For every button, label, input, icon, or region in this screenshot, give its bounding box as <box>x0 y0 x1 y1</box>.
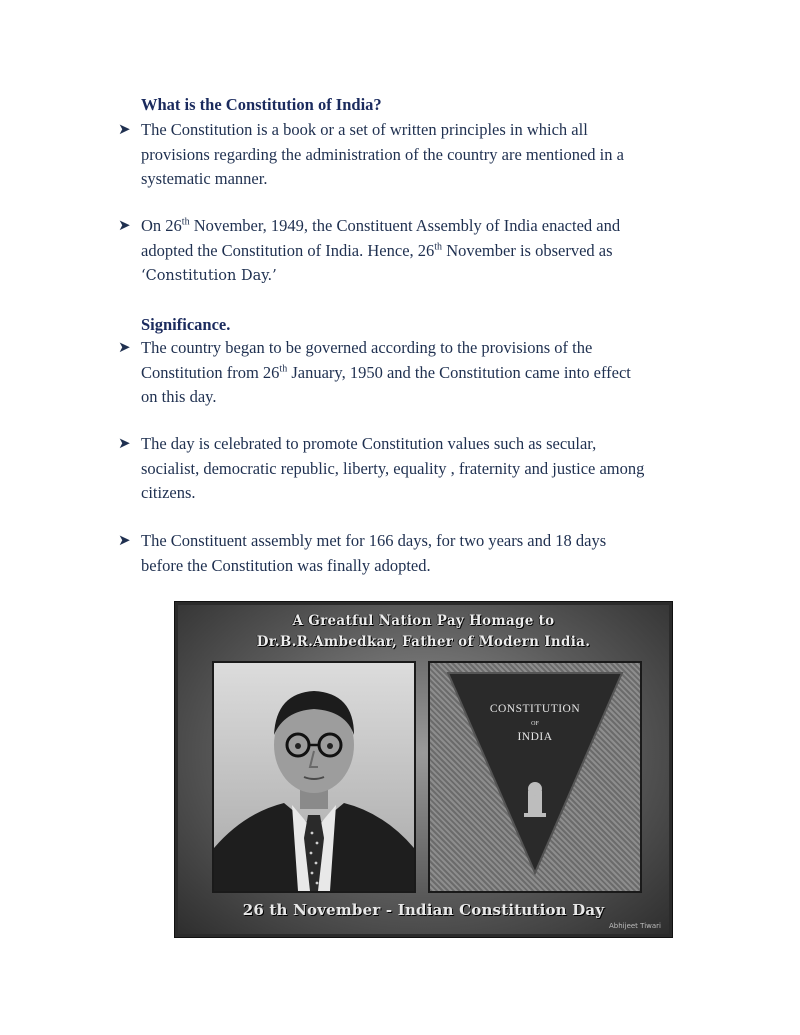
section-heading-significance: Significance. <box>141 315 231 334</box>
arrowhead-bullet-icon: ➤ <box>118 340 131 356</box>
bullet-governed <box>118 336 708 410</box>
poster-title-line2: Dr.B.R.Ambedkar, Father of Modern India. <box>256 634 591 650</box>
bullet-text: On 26th November, 1949, the Constituent Assembly of India enacted and adopted the Constitution of India. Hence, 26th November is observed as ‘Constitution Day.’ <box>141 216 621 284</box>
constitution-book-cover <box>428 661 642 893</box>
bullet-text: The country began to be governed according to the provisions of the Constitution from 26th January, 1950 and the Constitution came into effect on this day. <box>141 338 631 406</box>
poster-footer-caption: 26 th November - Indian Constitution Day <box>242 901 605 919</box>
bullet-constitution-day <box>118 214 708 289</box>
portrait-illustration <box>214 663 414 891</box>
arrowhead-bullet-icon: ➤ <box>118 533 131 549</box>
poster-background <box>178 605 669 934</box>
book-pennant-shape <box>430 663 640 891</box>
book-title-line3: INDIA <box>517 731 553 743</box>
book-title-line1: CONSTITUTION <box>489 703 581 715</box>
bullet-text: The Constituent assembly met for 166 days, for two years and 18 days before the Constitution was finally adopted. <box>141 531 607 575</box>
bullet-definition <box>118 118 708 192</box>
bullet-values <box>118 432 708 506</box>
bullet-text: The Constitution is a book or a set of written principles in which all provisions regarding the administration of the country are mentioned in a systematic manner. <box>141 120 624 188</box>
poster-credit: Abhijeet Tiwari <box>609 922 661 930</box>
arrowhead-bullet-icon: ➤ <box>118 218 131 234</box>
bullet-assembly <box>118 529 708 578</box>
section-heading-constitution: What is the Constitution of India? <box>141 95 382 114</box>
arrowhead-bullet-icon: ➤ <box>118 436 131 452</box>
ambedkar-poster-image <box>174 601 673 938</box>
arrowhead-bullet-icon: ➤ <box>118 122 131 138</box>
bullet-text: The day is celebrated to promote Constitution values such as secular, socialist, democratic republic, liberty, equality , fraternity and justice among citizens. <box>141 434 645 502</box>
poster-title-line1: A Greatful Nation Pay Homage to <box>292 613 555 629</box>
ambedkar-portrait <box>212 661 416 893</box>
book-title-line2: OF <box>531 721 539 727</box>
